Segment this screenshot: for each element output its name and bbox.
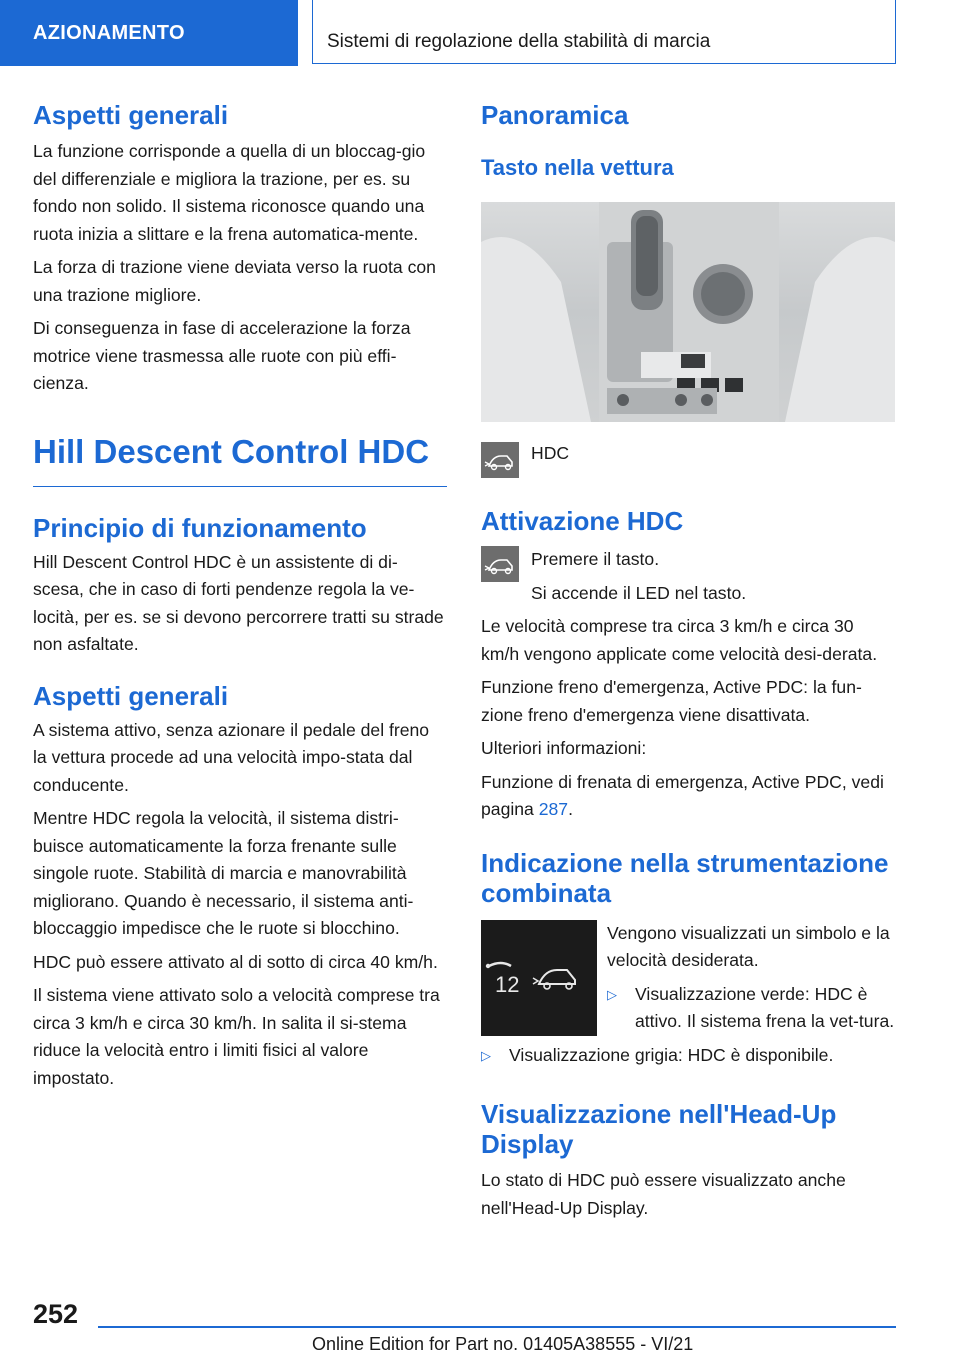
heading-general-2: Aspetti generali [33, 680, 229, 711]
paragraph: Si accende il LED nel tasto. [531, 582, 747, 603]
heading-overview: Panoramica [481, 100, 629, 130]
main-heading: Hill Descent Control HDC [33, 432, 447, 487]
hdc-symbol-row [481, 442, 895, 478]
hill-descent-car-icon [481, 442, 519, 478]
activation-row [481, 546, 895, 607]
list-item: ▷ Visualizzazione verde: HDC è attivo. Il sistema frena la vet-tura. [607, 981, 895, 1036]
page-header [0, 0, 960, 66]
paragraph: Hill Descent Control HDC è un assistente di di-scesa, che in caso di forti pendenze regola la ve-locità, per es. se si devono percorrere tratti su strade non asfaltate. [33, 551, 444, 654]
cluster-speed: 12 [495, 971, 520, 997]
heading-activation: Attivazione HDC [481, 506, 684, 536]
right-column [481, 100, 895, 1222]
heading-hud: Visualizzazione nell'Head-Up Display [481, 1099, 837, 1159]
heading-cluster: Indicazione nella strumentazione combinata [481, 847, 889, 908]
heading-button: Tasto nella vettura [481, 155, 674, 180]
hdc-label: HDC [531, 443, 570, 463]
page-footer [0, 1296, 960, 1362]
paragraph: Premere il tasto. [531, 549, 660, 569]
console-photo [481, 202, 895, 422]
list-item: ▷ Visualizzazione grigia: HDC è disponibile. [481, 1042, 895, 1070]
paragraph-reference: Funzione di frenata di emergenza, Active PDC, vedi pagina 287. [481, 771, 884, 819]
triangle-right-icon: ▷ [607, 986, 617, 1002]
paragraph: Mentre HDC regola la velocità, il sistema distri-buisce automaticamente la forza frenante sulle singole ruote. Stabilità di marcia e manovrabilità migliorano. Quando è necessario, il sistema anti-bloccaggio impedisce che le ruote si blocchino. [33, 808, 414, 938]
paragraph: Lo stato di HDC può essere visualizzato anche nell'Head-Up Display. [481, 1170, 846, 1218]
paragraph: Vengono visualizzati un simbolo e la velocità desiderata. [607, 922, 890, 970]
console-illustration [481, 202, 895, 422]
paragraph: Di conseguenza in fase di accelerazione la forza motrice viene trasmessa alle ruote con più effi-cienza. [33, 318, 411, 393]
hill-descent-car-icon [481, 546, 519, 582]
cluster-display [481, 920, 597, 1036]
heading-principle: Principio di funzionamento [33, 512, 367, 543]
paragraph: HDC può essere attivato al di sotto di circa 40 km/h. [33, 951, 438, 972]
cluster-row [481, 920, 895, 1036]
page-number: 252 [33, 1299, 79, 1329]
section-tab: AZIONAMENTO [0, 0, 298, 66]
edition-text: Online Edition for Part no. 01405A38555 - VI/21 [312, 1334, 694, 1354]
paragraph: A sistema attivo, senza azionare il pedale del freno la vettura procede ad una velocità impo-stata dal conducente. [33, 719, 430, 795]
triangle-right-icon: ▷ [481, 1047, 491, 1063]
paragraph: La funzione corrisponde a quella di un bloccag-gio del differenziale e migliora la trazione, per es. su fondo non solido. Il sistema riconosce quando una ruota inizia a slittare e la frena automatica-mente. [33, 141, 426, 244]
paragraph: Funzione freno d'emergenza, Active PDC: la fun-zione freno d'emergenza viene disattivata. [481, 677, 862, 725]
heading-general: Aspetti generali [33, 100, 229, 130]
paragraph: Le velocità comprese tra circa 3 km/h e circa 30 km/h vengono applicate come velocità desi-derata. [481, 616, 878, 664]
left-column [33, 100, 447, 1092]
page-link[interactable]: 287 [538, 799, 569, 819]
footer-divider [98, 1326, 896, 1328]
paragraph: Ulteriori informazioni: [481, 738, 647, 758]
chapter-title: Sistemi di regolazione della stabilità di marcia [312, 0, 896, 64]
paragraph: La forza di trazione viene deviata verso la ruota con una trazione migliore. [33, 257, 436, 305]
paragraph: Il sistema viene attivato solo a velocità comprese tra circa 3 km/h e circa 30 km/h. In salita il si-stema riduce la velocità entro i limiti fisici al valore impostato. [33, 985, 440, 1088]
